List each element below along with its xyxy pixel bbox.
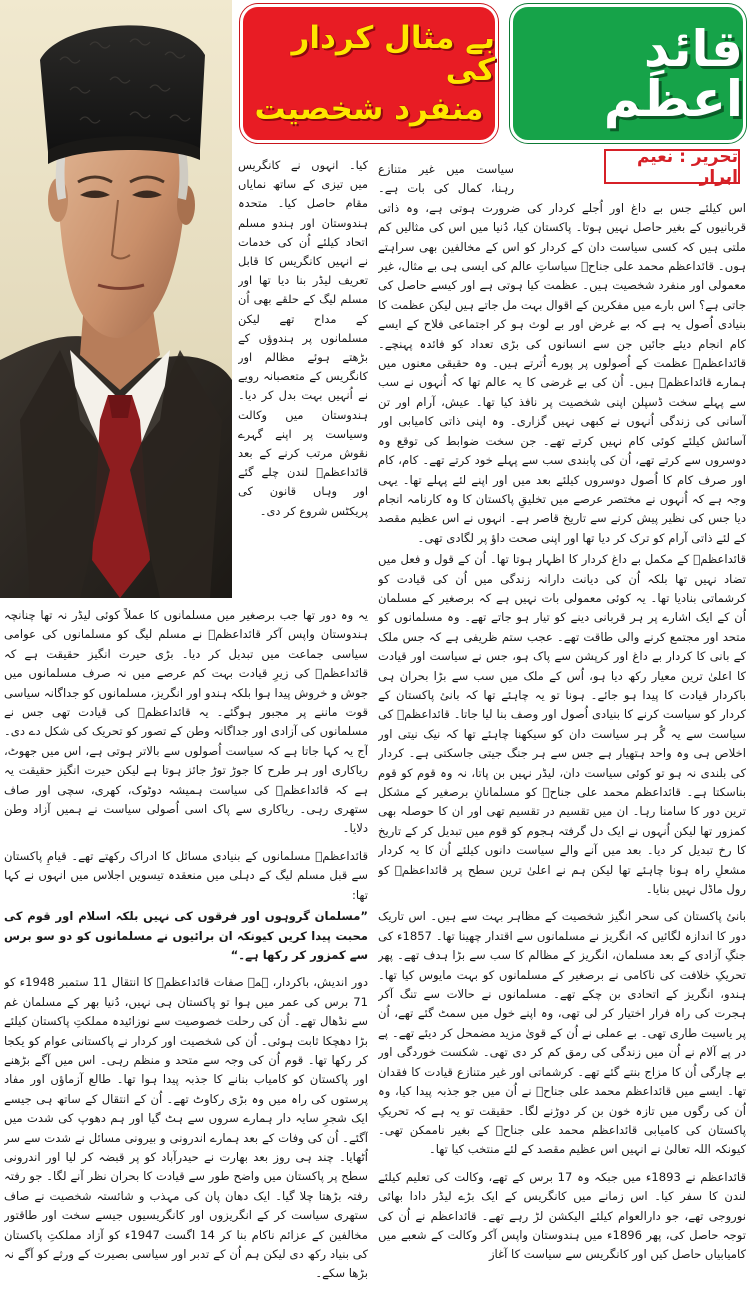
headline-title-banner <box>510 4 746 143</box>
portrait-photo <box>0 0 232 598</box>
article-paragraph: کیا۔ انہوں نے کانگریس میں تیزی کے ساتھ نمایاں مقام حاصل کیا۔ متحدہ ہندوستان اور ہندو مسلم اتحاد کیلئے اُن کی خدمات نے انہیں کانگریس کا قابل تعریف لیڈر بنا دیا تھا اور مسلم لیگ کے حلقے بھی اُن کے مداح تھے لیکن مسلمانوں پر ہندوؤں کے بڑھتے ہوئے مظالم اور کانگریس کے متعصبانہ رویے نے اُنہیں بہت بدل کر دیا۔ ہندوستان میں وکالت وسیاست پر اپنے گہرے نقوش مرتب کرنے کے بعد قائداعظمؒ لندن چلے گئے اور وہاں قانون کی پریکٹس شروع کر دی۔ <box>238 158 368 518</box>
article-paragraph: قائداعظمؒ کے مکمل بے داغ کردار کا اظہار ہوتا تھا۔ اُن کے قول و فعل میں تضاد نہیں تھا بلکہ اُن کی دیانت دارانہ زندگی میں اُن کی قیادت کو کرشماتی بنادیا تھا۔ یہ کوئی معمولی بات نہیں ہے کہ برصغیر کے مسلمان اُن کے ایک اشارے پر ہر قربانی دینے کو تیار ہو جاتے تھے۔ وہ مسلمانوں کو متحد اور مجتمع کرنے والی طاقت تھے۔ عجب ستم ظریفی ہے کہ جس ملک کے بانی کا کردار بے داغ اور کرپشن سے پاک ہو، جس نے سیاست اور قیادت کا اعلیٰ ترین معیار رکھ دیا ہو، اُس کے ملک میں سب سے بڑا بحران ہی باکردار قیادت کا پیدا ہو جائے۔ ہونا تو یہ چاہئے تھا کہ بانیٔ پاکستان کے کردار کو سیاست کرنے کا بنیادی اُصول اور وصف بنا لیا جاتا۔ قائداعظمؒ کی سیاست سے یہ گُر ہر سیاست دان کو سیکھنا چاہئے تھا کہ نیک نیتی اور اخلاص ہی وہ واحد ہتھیار ہے جس سے ہر جنگ جیتی جاسکتی ہے۔ کردار کی بلندی نہ ہو تو کوئی سیاست دان، لیڈر نہیں بن پاتا، نہ وہ قوم کو قوم بناسکتا ہے۔ قائداعظم محمد علی جناحؒ کو مسلمانانِ برصغیر کے مشکل ترین دور کا سامنا رہا۔ ان میں تقسیم در تقسیم تھی اور ان کا حوصلہ بھی کمزور تھا لیکن اُنہوں نے ایک دل گرفتہ ہجوم کو قوم میں تبدیل کر کے تاریخ کا رخ تبدیل کر دیا۔ بعد میں آنے والے سیاست دانوں کیلئے اُن کا یہ کردار مشعلِ راہ ہونا چاہئے تھا لیکن ہم نے اعلیٰ ترین سطح پر قائداعظمؒ کو رول ماڈل نہیں بنایا۔ <box>378 552 746 897</box>
headline-subtitle-line2: منفرد شخصیت <box>254 90 484 127</box>
headline-title: قائدِ اعظم <box>603 19 743 128</box>
byline-spacer <box>514 160 746 194</box>
headline-subtitle-banner <box>240 4 498 143</box>
article-column-left <box>4 606 368 1292</box>
author-byline-text: تحریر : نعیم ابرار <box>636 146 738 187</box>
article-quote: ”مسلمان گروہوں اور فرقوں کی نہیں بلکہ اسلام اور قوم کی محبت پیدا کریں کیونکہ ان برائیوں نے مسلمانوں کو دو سو برس سے کمزور کر رکھا ہے۔“ <box>4 909 368 962</box>
article-column-right <box>378 160 746 1290</box>
article-paragraph: قائداعظمؒ مسلمانوں کے بنیادی مسائل کا ادراک رکھتے تھے۔ قیامِ پاکستان سے قبل مسلم لیگ کے دہلی میں منعقدہ تیسویں اجلاس میں انہوں نے کہا تھا: <box>4 848 368 902</box>
article-paragraph: بانیٔ پاکستان کی سحر انگیز شخصیت کے مظاہر بہت سے ہیں۔ اس تاریک دور کا اندازہ لگائیں کہ انگریز نے مسلمانوں سے اقتدار چھینا تھا۔ 1857ء کی جنگِ آزادی کے بعد مسلمان، انگریز کے مظالم کا سب سے بڑا ہدف تھے۔ پھر تحریکِ خلافت کی ناکامی نے برصغیر کے مسلمانوں کو بہت مایوس کیا تھا۔ ہندو، انگریز کے اتحادی بن چکے تھے۔ مسلمانوں نے حالات سے تنگ آکر ہجرت کی راہ فرار اختیار کر لی تھی، وہ اپنے خول میں سمٹ گئے تھے، اُن پر یاسیت طاری تھی۔ بے عملی نے اُن کے قویٰ مزید مضمحل کر دیئے تھے۔ پے در پے آلام نے اُن میں زندگی کی رمق کم کر دی تھی۔ شکست خوردگی اور بے چارگی اُن کا مزاج بنتے گئے تھے۔ کرشماتی اور غیر متنازع قیادت کا فقدان تھا۔ ایسے میں قائداعظم محمد علی جناحؒ نے اُن میں جو جذبہ پیدا کیا، وہ اُن کی رگوں میں تازہ خون بن کر دوڑنے لگا۔ حقیقت تو یہ ہے کہ تحریکِ پاکستان کی کامیابی قائداعظم محمد علی جناحؒ کے بغیر ناممکن تھی۔ کیونکہ اللہ تعالیٰ نے انہیں اس عظیم مقصد کے لئے منتخب کیا تھا۔ <box>378 909 746 1157</box>
article-paragraph: یہ وہ دور تھا جب برصغیر میں مسلمانوں کا عملاً کوئی لیڈر نہ تھا چنانچہ ہندوستان واپس آکر قائداعظمؒ نے مسلم لیگ کو مسلمانوں کی عوامی سیاسی جماعت میں تبدیل کر دیا۔ بڑی حیرت انگیز حقیقت ہے کہ قائداعظمؒ کی زیرِ قیادت بہت کم عرصے میں نہ صرف مسلمانوں میں جوش و خروش پیدا ہوا بلکہ ہندو اور انگریز، مسلمانوں کو جداگانہ سیاسی قوت ماننے پر مجبور ہوگئے۔ یہ قائداعظمؒ کی قیادت تھی جس نے مسلمانوں کی آزادی اور جداگانہ وطن کے تصور کو تحریک کی شکل دے دی۔ آج یہ کہا جاتا ہے کہ سیاست اُصولوں سے بالاتر ہوتی ہے، اس میں جھوٹ، ریاکاری اور ہر طرح کا جوڑ توڑ جائز ہوتا ہے لیکن حیرت انگیز حقیقت یہ ہے کہ قائداعظمؒ کی سیاست ہمیشہ دوٹوک، کھری، سچی اور صاف ستھری رہی۔ ریاکاری سے پاک اسی اُصولی سیاست نے ہمیں آزاد وطن دلایا۔ <box>4 608 368 836</box>
article-column-middle <box>238 156 368 610</box>
article-paragraph: سیاست میں غیر متنازع رہنا، کمال کی بات ہے۔ اس کیلئے جس بے داغ اور اُجلے کردار کی ضرورت ہوتی ہے، وہ ذاتی قربانیوں کے بغیر حاصل نہیں ہوتا۔ پاکستان کیا، دُنیا میں اس کی مثالیں کم ملتی ہیں کہ کسی سیاست دان کے کردار کو اس کے مخالفین بھی سراہتے ہوں۔ قائداعظم محمد علی جناحؒ سیاساتِ عالم کی ایسی ہی بے مثال، غیر معمولی اور منفرد شخصیت ہیں۔ عظمت کیا ہوتی ہے اور کیسے حاصل کی جاتی ہے؟ اس بارے میں مفکرین کے اقوال بہت مل جاتے ہیں لیکن عظمت کا بنیادی اُصول یہ ہے کہ بے غرض اور بے لوث ہو کر اجتماعی فلاح کے ایسے کام انجام دیئے جائیں جن سے انسانوں کی بڑی تعداد کو فائدہ پہنچے۔ قائداعظمؒ عظمت کے اُصولوں پر پورے اُترتے ہیں۔ وہ حقیقی معنوں میں ہمارے قائداعظمؒ ہیں۔ اُن کی بے غرضی کا یہ عالم تھا کہ اُنہوں نے سب سے پہلے سخت ڈسپلن اپنی شخصیت پر نافذ کیا تھا۔ عیش، آرام اور تن آسانی کی زندگی اُنہوں نے کبھی نہیں گزاری۔ وہ اپنی ذاتی کامیابی اور آسائش کیلئے کوئی کام نہیں کرتے تھے۔ جن سخت ضوابط کی توقع وہ دوسروں سے کرتے تھے، اُن کی پابندی سب سے پہلے خود کرتے تھے۔ کام، کام اور صرف کام کا اُصول دوسروں کیلئے بعد میں اور اپنے لئے پہلے تھا۔ یہی وجہ ہے کہ اُنہوں نے مختصر عرصے میں تخلیقِ پاکستان کا وہ کارنامہ انجام دیا جس کی نظیر پیش کرنے سے تاریخ قاصر ہے۔ انہوں نے اس عظیم مقصد کے لئے ذاتی آرام کو ترک کر دیا تھا اور اپنی صحت داؤ پر لگادی تھی۔ <box>378 162 746 545</box>
article-paragraph: دور اندیش، باکردار، ہمہ صفات قائداعظمؒ کا انتقال 11 ستمبر 1948ء کو 71 برس کی عمر میں ہوا تو پاکستان ہی نہیں، دُنیا بھر کے مسلمان غم سے نڈھال تھے۔ اُن کی رحلت خصوصیت سے نوزائیدہ مملکتِ پاکستان کیلئے بڑا دھچکا ثابت ہوئی۔ اُن کی شخصیت اور کردار نے پاکستانی عوام کو یکجا کر رکھا تھا۔ قوم اُن کی وجہ سے متحد و منظم رہی۔ اس میں آگے بڑھنے اور پاکستان کو کامیاب بنانے کا جذبہ پیدا ہوا تھا۔ طالع آزماؤں اور مفاد پرستوں کی راہ میں وہ بڑی رکاوٹ تھے۔ اُن کے انتقال کے ساتھ ہی جیسے ایک شجرِ سایہ دار ہمارے سروں سے ہٹ گیا اور ہم دھوپ کی شدت میں آگئے۔ اُن کی وفات کے بعد ہمارے اندرونی و بیرونی مسائل نے شدت سے سر اُٹھایا۔ چند ہی روز بعد بھارت نے حیدرآباد کو پر قبضہ کر لیا اور اندرونی سطح پر پاکستان میں واضح طور سے قیادت کا بحران نظر آنے لگا۔ جو رفتہ رفتہ بڑھتا چلا گیا۔ ایک دھان پان کی مہذب و شائستہ شخصیت نے صاف ستھری سیاست کر کے انگریزوں اور کانگریسیوں جیسے سخت اور طاقتور مخالفین کے عزائم ناکام بنا کر 14 اگست 1947ء کو آزاد مملکتِ پاکستان کی بنیاد رکھ دی لیکن ہم اُن کے تدبر اور سیاسی بصیرت کے ورثے کو آگے نہ بڑھا سکے۔ <box>4 975 368 1281</box>
portrait-illustration <box>0 0 232 598</box>
headline-subtitle-line1: بے مثال کردار کی <box>291 19 495 89</box>
article-paragraph: قائداعظم نے 1893ء میں جبکہ وہ 17 برس کے تھے، وکالت کی تعلیم کیلئے لندن کا سفر کیا۔ اس زمانے میں کانگریس کے ایک بڑے لیڈر دادا بھائی نوروجی تھے، جو دارالعوام کیلئے الیکشن لڑ رہے تھے۔ قائداعظم نے اُن کی توجہ حاصل کی، پھر 1896ء میں ہندوستان واپس آکر وکالت کے شعبے میں کامیابیاں حاصل کیں اور کانگریس سے سیاست کا آغاز <box>378 1169 746 1262</box>
